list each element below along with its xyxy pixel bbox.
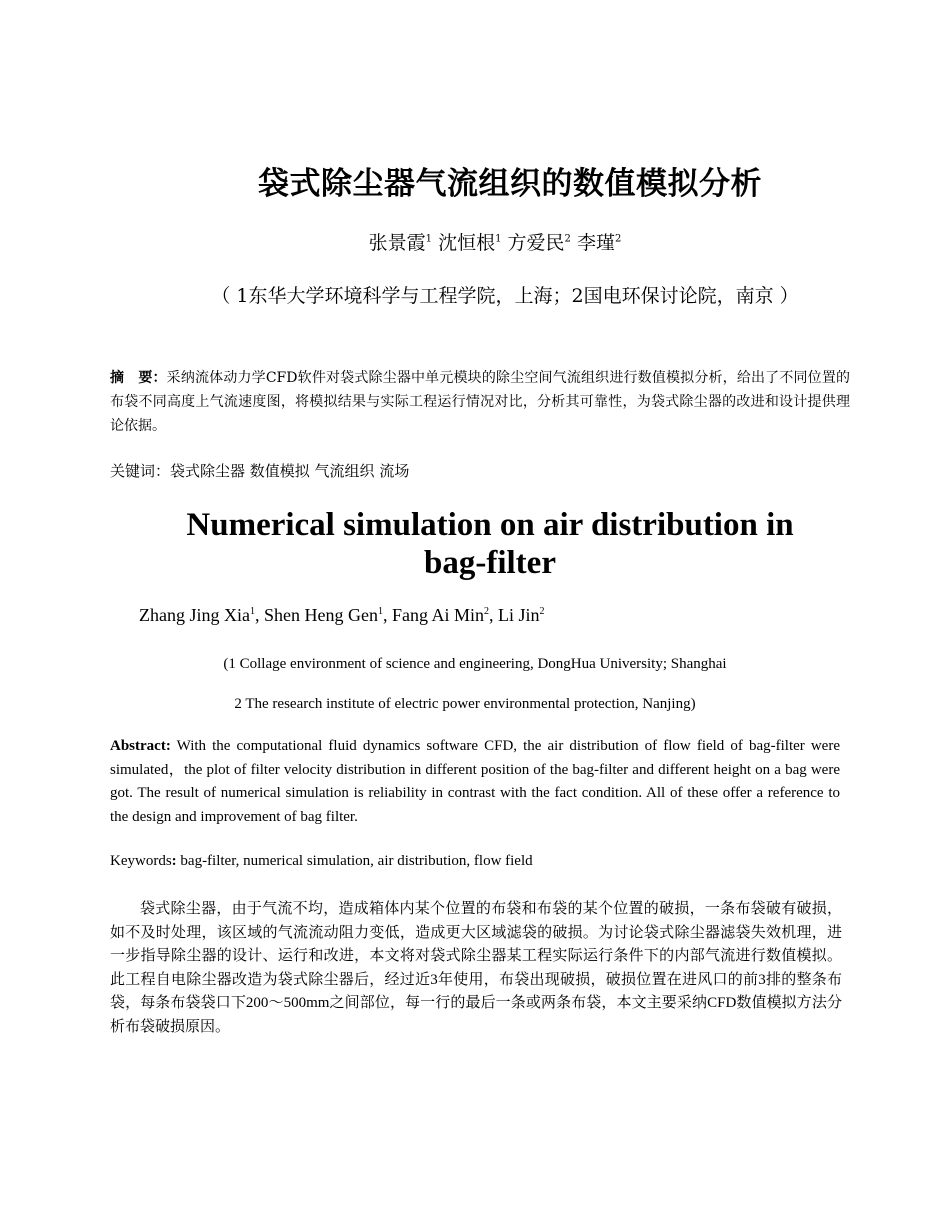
chinese-abstract-label: 摘 要： <box>110 370 167 386</box>
author-name: 方爱民 <box>507 232 565 254</box>
english-authors: Zhang Jing Xia$^1$, Shen Heng Gen$^1$, Fang Ai Min$^2$, Li Jin$^2$ <box>139 605 545 625</box>
author-affiliation-mark: 1 <box>495 233 502 245</box>
author-name: Zhang Jing Xia <box>139 605 250 625</box>
author-name: 张景霞 <box>368 232 426 254</box>
english-abstract <box>110 735 840 829</box>
author-affiliation-mark: 2 <box>614 233 622 245</box>
author-affiliation-mark: 1 <box>377 606 383 617</box>
author-name: Li Jin <box>497 605 540 625</box>
english-keywords-colon: : <box>171 853 177 869</box>
author-affiliation-mark: 2 <box>483 606 489 617</box>
chinese-abstract <box>110 366 850 438</box>
english-abstract-text: With the computational fluid dynamics software CFD, the air distribution of flow field of bag-filter were simulated，the plot of filter velocity distribution in different position of the bag-filter and different height on a bag were got. The result of numerical simulation is reliability in contrast with the fact condition. All of these offer a reference to the design and improvement of bag filter. <box>110 738 840 825</box>
chinese-abstract-text: 采纳流体动力学CFD软件对袋式除尘器中单元模块的除尘空间气流组织进行数值模拟分析，给出了不同位置的布袋不同高度上气流速度图，将模拟结果与实际工程运行情况对比，分析其可靠性，为袋式除尘器的改进和设计提供理论依据。 <box>110 370 850 434</box>
author-affiliation-mark: 2 <box>564 233 571 245</box>
chinese-keywords-label: 关键词： <box>110 462 171 480</box>
chinese-keywords <box>110 460 409 481</box>
english-title: Numerical simulation on air distribution in bag-filter <box>186 507 794 581</box>
english-keywords-label: Keywords <box>110 853 172 869</box>
english-abstract-label: Abstract: <box>110 738 171 754</box>
english-affiliation-2: 2 The research institute of electric power environmental protection, Nanjing) <box>234 696 696 712</box>
author-name: 沈恒根 <box>438 232 496 254</box>
author-name: Fang Ai Min <box>391 605 484 625</box>
body-paragraph: 袋式除尘器，由于气流不均，造成箱体内某个位置的布袋和布袋的某个位置的破损，一条布袋破有破损，如不及时处理，该区域的气流流动阻力变低，造成更大区域滤袋的破损。为讨论袋式除尘器滤袋失效机理，进一步指导除尘器的设计、运行和改进，本文将对袋式除尘器某工程实际运行条件下的内部气流进行数值模拟。此工程自电除尘器改造为袋式除尘器后，经过近3年使用，布袋出现破损，破损位置在进风口的前3排的整条布袋，每条布袋袋口下200～500mm之间部位，每一行的最后一条或两条布袋，本文主要采纳CFD数值模拟方法分析布袋破损原因。 <box>110 901 842 1035</box>
author-name: 李瑾 <box>576 232 615 254</box>
chinese-authors <box>0 228 950 255</box>
english-keywords <box>110 853 533 870</box>
author-name: Shen Heng Gen <box>263 605 378 625</box>
author-affiliation-mark: 1 <box>425 233 433 245</box>
author-affiliation-mark: 2 <box>539 606 545 617</box>
chinese-affiliation: （ 1东华大学环境科学与工程学院，上海；2国电环保讨论院，南京 ） <box>211 285 799 307</box>
chinese-keywords-text: 袋式除尘器 数值模拟 气流组织 流场 <box>170 462 410 480</box>
english-affiliation-1: (1 Collage environment of science and engineering, DongHua University; Shanghai <box>223 656 727 672</box>
author-affiliation-mark: 1 <box>249 606 255 617</box>
english-keywords-text: bag-filter, numerical simulation, air distribution, flow field <box>176 853 533 869</box>
chinese-title: 袋式除尘器气流组织的数值模拟分析 <box>258 166 762 202</box>
